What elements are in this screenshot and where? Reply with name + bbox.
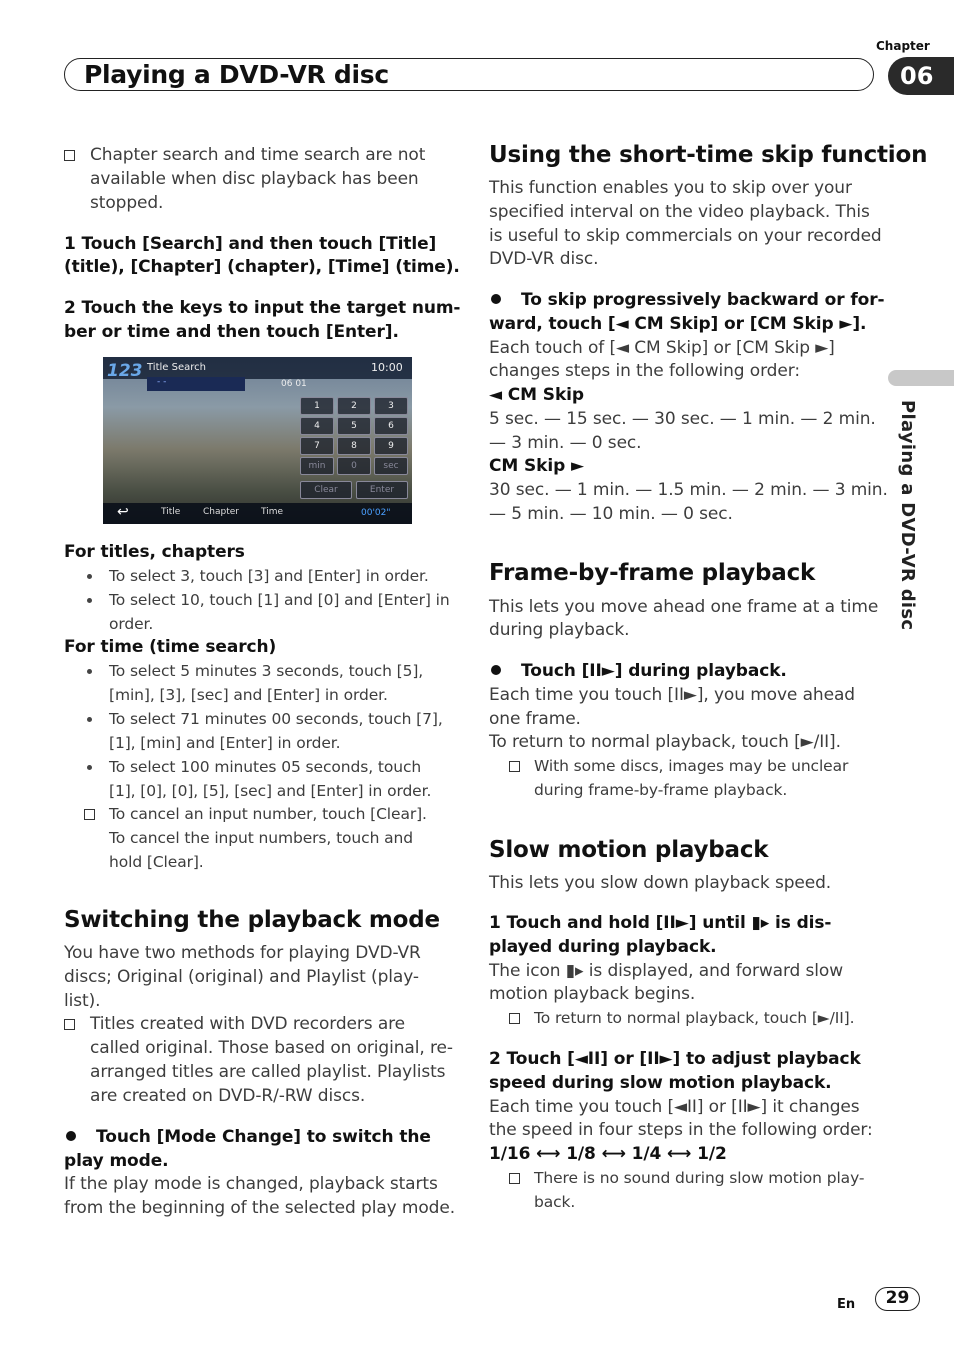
- bullet: [87, 717, 92, 722]
- slow-step-2: 2 Touch [◄II] or [II►] to adjust playback: [489, 1049, 861, 1069]
- key-6[interactable]: 6: [374, 417, 408, 435]
- bullet: [87, 765, 92, 770]
- sequence-line: 30 sec. — 1 min. — 1.5 min. — 2 min. — 3 min.: [489, 480, 888, 500]
- list-item: To select 71 minutes 00 seconds, touch [7],: [109, 710, 443, 728]
- body-line: If the play mode is changed, playback starts: [64, 1174, 438, 1194]
- note-line: called original. Those based on original, re-: [90, 1038, 453, 1058]
- key-8[interactable]: 8: [337, 437, 371, 455]
- step-2: 2 Touch the keys to input the target num-: [64, 298, 461, 318]
- bullet: [87, 598, 92, 603]
- speed-sequence: 1/16 ⟷ 1/8 ⟷ 1/4 ⟷ 1/2: [489, 1144, 727, 1164]
- slow-step-1: played during playback.: [489, 937, 717, 957]
- tab-title[interactable]: Title: [161, 507, 181, 517]
- note-marker: [509, 754, 522, 778]
- body-line: This lets you slow down playback speed.: [489, 873, 832, 893]
- page-number: 29: [875, 1287, 920, 1311]
- step-1: 1 Touch [Search] and then touch [Title]: [64, 234, 437, 254]
- slow-step-2: speed during slow motion playback.: [489, 1073, 832, 1093]
- forward-skip-label: CM Skip ►: [489, 456, 584, 476]
- note-line: arranged titles are called playlist. Playlists: [90, 1062, 446, 1082]
- skip-step: ward, touch [◄ CM Skip] or [CM Skip ►].: [489, 314, 867, 334]
- body-line: You have two methods for playing DVD-VR: [64, 943, 421, 963]
- timecode: 00'02": [361, 508, 391, 518]
- tab-chapter[interactable]: Chapter: [203, 507, 239, 517]
- bullet: [87, 574, 92, 579]
- note-line: stopped.: [90, 193, 164, 213]
- key-7[interactable]: 7: [300, 437, 334, 455]
- body-line: one frame.: [489, 709, 581, 729]
- note-marker: [64, 143, 77, 167]
- title-search-screenshot: [103, 357, 412, 524]
- note-line: Titles created with DVD recorders are: [90, 1014, 406, 1034]
- disc-info: 06 01: [281, 379, 307, 389]
- side-tab-label: Playing a DVD-VR disc: [897, 400, 918, 631]
- step-bullet: [66, 1131, 76, 1141]
- note-line: hold [Clear].: [109, 853, 204, 871]
- list-item: [min], [3], [sec] and [Enter] in order.: [109, 686, 388, 704]
- sequence-line: 5 sec. — 15 sec. — 30 sec. — 1 min. — 2 min.: [489, 409, 876, 429]
- body-line: from the beginning of the selected play mode.: [64, 1198, 456, 1218]
- clear-key[interactable]: Clear: [300, 481, 352, 499]
- page-title: Playing a DVD-VR disc: [84, 60, 389, 89]
- chapter-label: Chapter: [876, 39, 930, 53]
- step-1: (title), [Chapter] (chapter), [Time] (time).: [64, 257, 460, 277]
- body-line: Each time you touch [II►], you move ahead: [489, 685, 855, 705]
- back-skip-label: ◄ CM Skip: [489, 385, 584, 405]
- step-bullet: [491, 665, 501, 675]
- mode-step: play mode.: [64, 1151, 169, 1171]
- key-4[interactable]: 4: [300, 417, 334, 435]
- note-marker: [509, 1166, 522, 1190]
- time-search-heading: For time (time search): [64, 637, 277, 657]
- note-line: back.: [534, 1193, 576, 1211]
- note-marker: [84, 802, 97, 826]
- list-item: [1], [0], [0], [5], [sec] and [Enter] in order.: [109, 782, 432, 800]
- body-line: motion playback begins.: [489, 984, 696, 1004]
- body-line: specified interval on the video playback. This: [489, 202, 870, 222]
- body-line: This function enables you to skip over your: [489, 178, 852, 198]
- note-line: during frame-by-frame playback.: [534, 781, 788, 799]
- sequence-line: — 3 min. — 0 sec.: [489, 433, 642, 453]
- note-line: To cancel the input numbers, touch and: [109, 829, 413, 847]
- note-line: With some discs, images may be unclear: [534, 757, 849, 775]
- body-line: To return to normal playback, touch [►/II].: [489, 732, 841, 752]
- body-line: This lets you move ahead one frame at a time: [489, 597, 879, 617]
- slow-step-1: 1 Touch and hold [II►] until ▮▸ is dis-: [489, 913, 832, 933]
- chapter-number: 06: [888, 57, 954, 95]
- note-marker: [509, 1006, 522, 1030]
- side-tab-marker: [888, 370, 954, 386]
- key-3[interactable]: 3: [374, 397, 408, 415]
- switching-heading: Switching the playback mode: [64, 907, 440, 933]
- body-line: Each time you touch [◄II] or [II►] it changes: [489, 1097, 860, 1117]
- search-logo: 123: [107, 361, 143, 381]
- body-line: Each touch of [◄ CM Skip] or [CM Skip ►]: [489, 338, 835, 358]
- note-line: are created on DVD-R/-RW discs.: [90, 1086, 366, 1106]
- language-label: En: [837, 1297, 856, 1312]
- note-line: available when disc playback has been: [90, 169, 419, 189]
- key-sec[interactable]: sec: [374, 457, 408, 475]
- body-line: is useful to skip commercials on your recorded: [489, 226, 882, 246]
- enter-key[interactable]: Enter: [356, 481, 408, 499]
- slow-heading: Slow motion playback: [489, 837, 769, 863]
- step-2: ber or time and then touch [Enter].: [64, 322, 399, 342]
- note-line: To cancel an input number, touch [Clear].: [109, 805, 427, 823]
- key-min[interactable]: min: [300, 457, 334, 475]
- body-line: list).: [64, 991, 101, 1011]
- key-9[interactable]: 9: [374, 437, 408, 455]
- body-line: discs; Original (original) and Playlist (play-: [64, 967, 419, 987]
- key-2[interactable]: 2: [337, 397, 371, 415]
- body-line: The icon ▮▸ is displayed, and forward slow: [489, 961, 844, 981]
- body-line: the speed in four steps in the following order:: [489, 1120, 873, 1140]
- list-item: To select 5 minutes 3 seconds, touch [5],: [109, 662, 424, 680]
- screen-title: Title Search: [147, 362, 206, 373]
- list-item: To select 10, touch [1] and [0] and [Enter] in: [109, 591, 450, 609]
- note-marker: [64, 1012, 77, 1036]
- note-line: There is no sound during slow motion play-: [534, 1169, 865, 1187]
- key-0[interactable]: 0: [337, 457, 371, 475]
- list-item: order.: [109, 615, 154, 633]
- screen-clock: 10:00: [371, 361, 403, 374]
- key-5[interactable]: 5: [337, 417, 371, 435]
- back-arrow-icon[interactable]: ↩: [117, 504, 129, 520]
- note-line: Chapter search and time search are not: [90, 145, 426, 165]
- list-item: To select 3, touch [3] and [Enter] in order.: [109, 567, 429, 585]
- list-item: [1], [min] and [Enter] in order.: [109, 734, 341, 752]
- frame-step: Touch [II►] during playback.: [521, 661, 787, 681]
- skip-step: To skip progressively backward or for-: [521, 290, 885, 310]
- sequence-line: — 5 min. — 10 min. — 0 sec.: [489, 504, 733, 524]
- note-line: To return to normal playback, touch [►/II].: [534, 1009, 855, 1027]
- step-bullet: [491, 294, 501, 304]
- body-line: during playback.: [489, 620, 630, 640]
- frame-heading: Frame-by-frame playback: [489, 560, 816, 586]
- mode-step: Touch [Mode Change] to switch the: [96, 1127, 431, 1147]
- tab-time[interactable]: Time: [261, 507, 284, 517]
- titles-chapters-heading: For titles, chapters: [64, 542, 245, 562]
- body-line: changes steps in the following order:: [489, 361, 800, 381]
- skip-heading: Using the short-time skip function: [489, 142, 928, 168]
- number-field: - -: [147, 377, 245, 391]
- bullet: [87, 669, 92, 674]
- body-line: DVD-VR disc.: [489, 249, 599, 269]
- list-item: To select 100 minutes 05 seconds, touch: [109, 758, 422, 776]
- key-1[interactable]: 1: [300, 397, 334, 415]
